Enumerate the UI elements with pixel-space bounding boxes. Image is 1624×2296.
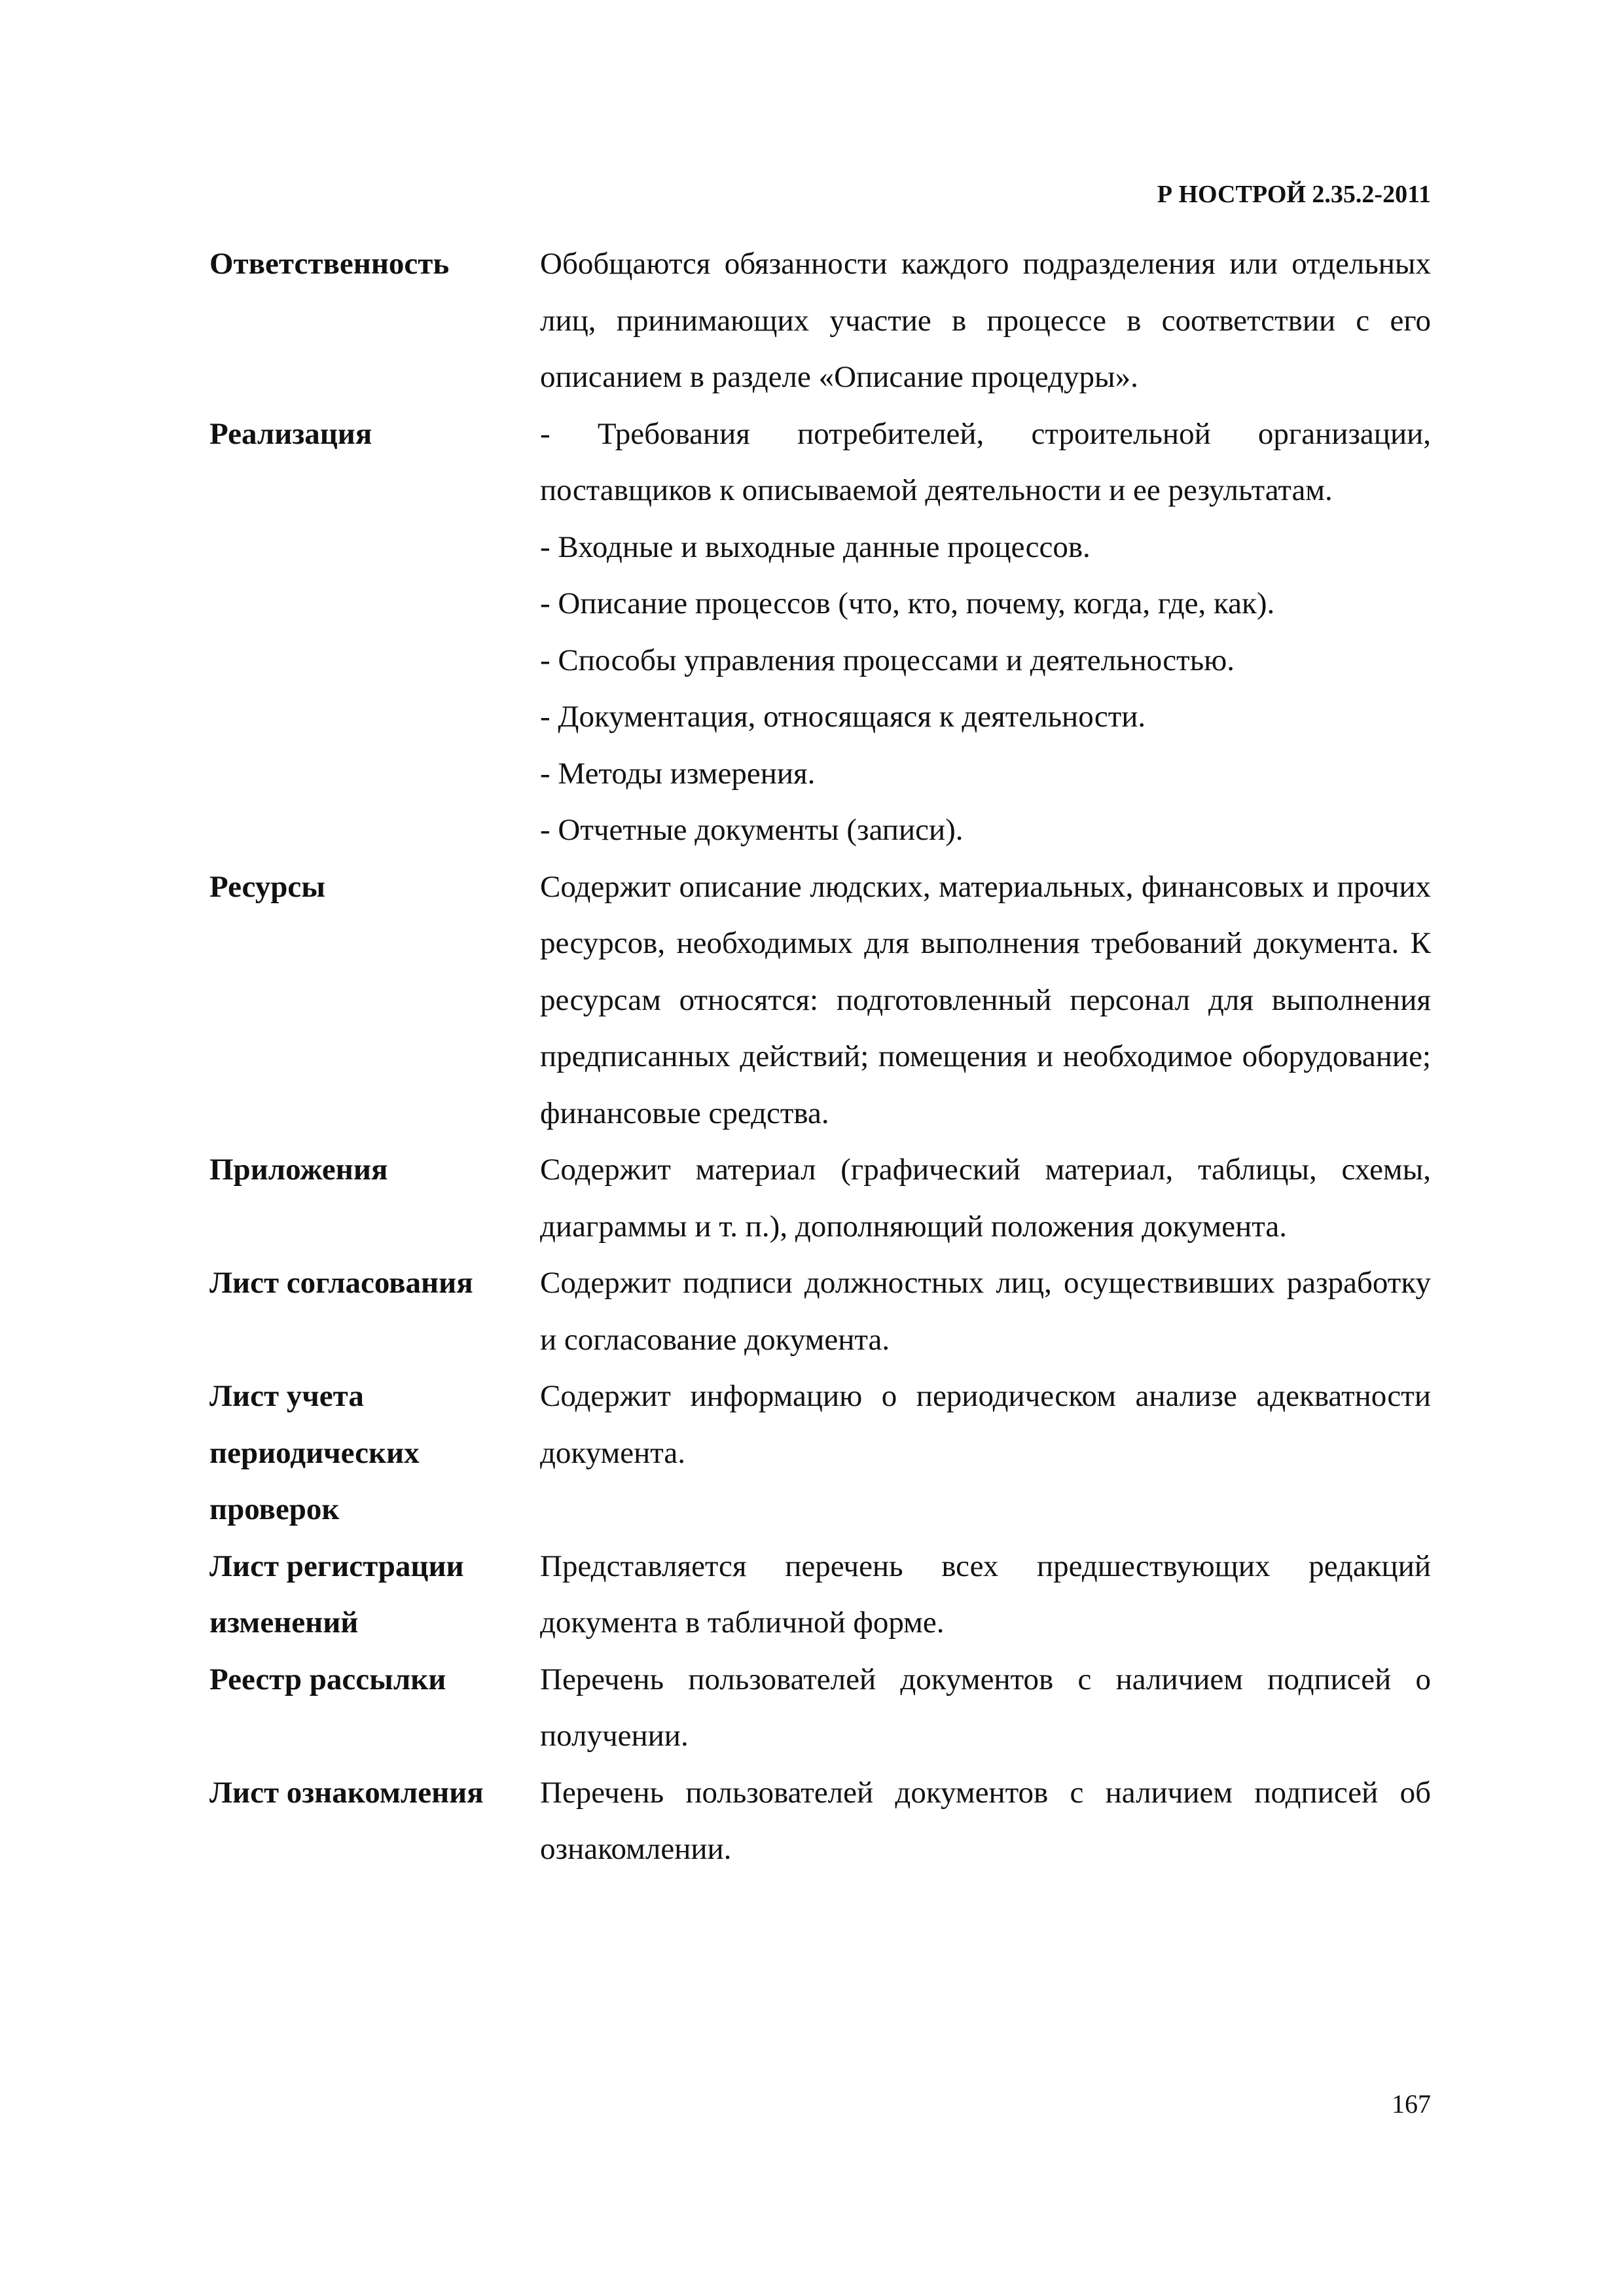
list-item: - Входные и выходные данные процессов.: [540, 529, 1091, 564]
definition-row-change-log-sheet: [209, 1538, 1431, 1651]
list-item: - Описание процессов (что, кто, почему, когда, где, как).: [540, 586, 1275, 620]
definition-text: Перечень пользователей документов с наличием подписей о получении.: [540, 1662, 1431, 1753]
term-label: Реестр рассылки: [209, 1662, 446, 1696]
list-item: - Способы управления процессами и деятельностью.: [540, 643, 1235, 677]
list-item: - Отчетные документы (записи).: [540, 813, 964, 847]
definition-text: Обобщаются обязанности каждого подразделения или отдельных лиц, принимающих участие в процессе в соответствии с его описанием в разделе «Описание процедуры».: [540, 247, 1431, 394]
definition-text: Представляется перечень всех предшествующих редакций документа в табличной форме.: [540, 1549, 1431, 1640]
list-item: - Методы измерения.: [540, 756, 816, 791]
definition-text: Содержит информацию о периодическом анализе адекватности документа.: [540, 1379, 1431, 1470]
term-label: Лист ознакомления: [209, 1775, 484, 1810]
page-number: 167: [1392, 2089, 1431, 2119]
document-code-header: Р НОСТРОЙ 2.35.2-2011: [1157, 181, 1431, 208]
definition-row-responsibility: [209, 236, 1431, 406]
term-label: Ответственность: [209, 247, 450, 281]
list-item: - Документация, относящаяся к деятельности.: [540, 700, 1146, 734]
term-label: Лист учета периодических проверок: [209, 1379, 420, 1526]
definition-row-resources: [209, 859, 1431, 1142]
definition-list: [540, 406, 1431, 859]
definition-text: Содержит описание людских, материальных, финансовых и прочих ресурсов, необходимых для выполнения требований документа. К ресурсам относятся: подготовленный персонал для выполнения предписанных действий; помещения и необходимое оборудование; финансовые средства.: [540, 869, 1431, 1130]
term-label: Реализация: [209, 416, 372, 451]
definition-row-appendices: [209, 1141, 1431, 1255]
definition-row-distribution-register: [209, 1651, 1431, 1765]
definition-row-approval-sheet: [209, 1255, 1431, 1368]
definition-row-periodic-review-sheet: [209, 1368, 1431, 1538]
definitions-table: [209, 236, 1431, 1878]
definition-row-acknowledgement-sheet: [209, 1765, 1431, 1878]
definition-text: Перечень пользователей документов с наличием подписей об ознакомлении.: [540, 1775, 1431, 1866]
term-label: Ресурсы: [209, 869, 325, 904]
definition-text: Содержит подписи должностных лиц, осуществивших разработку и согласование документа.: [540, 1266, 1431, 1357]
term-label: Лист согласования: [209, 1266, 473, 1300]
list-item: - Требования потребителей, строительной организации, поставщиков к описываемой деятельности и ее результатам.: [540, 416, 1431, 507]
term-label: Лист регистрации изменений: [209, 1549, 464, 1640]
term-label: Приложения: [209, 1153, 388, 1187]
definition-text: Содержит материал (графический материал, таблицы, схемы, диаграммы и т. п.), дополняющий положения документа.: [540, 1153, 1431, 1244]
definition-row-implementation: [209, 406, 1431, 859]
